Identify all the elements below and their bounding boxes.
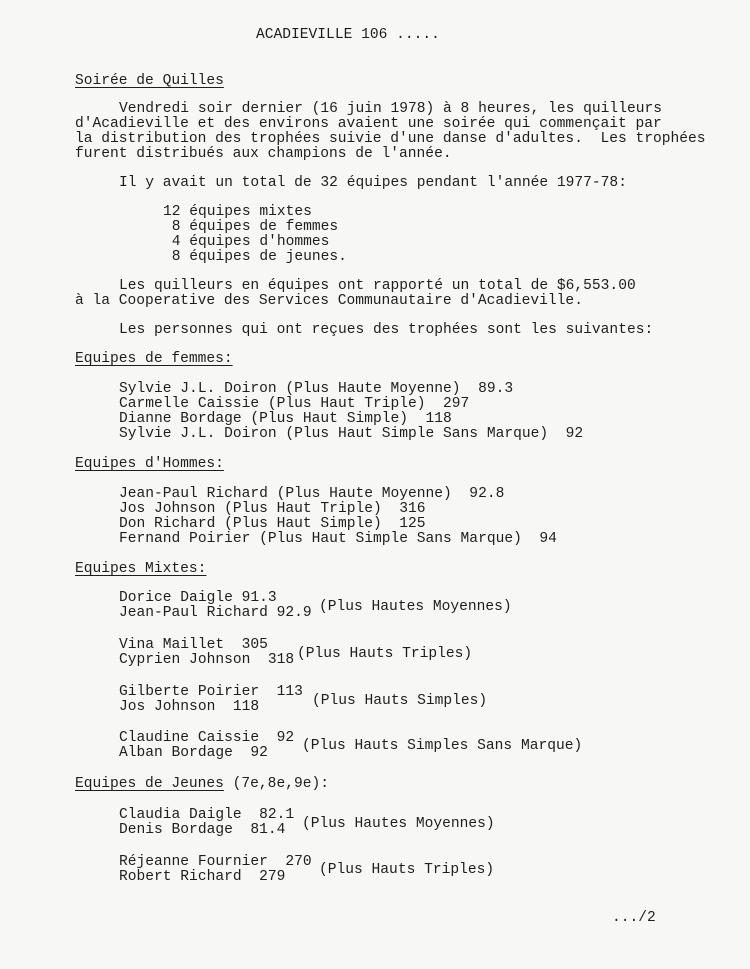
page-header: ACADIEVILLE 106 .....	[256, 27, 440, 43]
youth-label: (Plus Hautes Moyennes)	[302, 816, 495, 832]
award-line: Fernand Poirier (Plus Haut Simple Sans Marque) 94	[119, 531, 557, 547]
mixed-heading: Equipes Mixtes:	[75, 561, 207, 577]
youth-name-a: Claudia Daigle 82.1	[119, 807, 295, 823]
mixed-label: (Plus Hauts Simples)	[312, 693, 488, 709]
youth-name-b: Robert Richard 279	[119, 869, 286, 885]
revenue-line: à la Cooperative des Services Communautaire d'Acadieville.	[75, 293, 583, 309]
mixed-label: (Plus Hauts Triples)	[297, 646, 473, 662]
women-heading: Equipes de femmes:	[75, 351, 233, 367]
page-continuation: .../2	[612, 910, 656, 926]
mixed-name-b: Jean-Paul Richard 92.9	[119, 605, 312, 621]
youth-grades: (7e,8e,9e):	[232, 776, 329, 792]
team-count: 8 équipes de femmes	[163, 219, 339, 235]
award-line: Dianne Bordage (Plus Haut Simple) 118	[119, 411, 452, 427]
intro-line: la distribution des trophées suivie d'une danse d'adultes. Les trophées	[75, 131, 706, 147]
mixed-name-b: Alban Bordage 92	[119, 745, 268, 761]
mixed-name-a: Vina Maillet 305	[119, 637, 268, 653]
mixed-name-a: Gilberte Poirier 113	[119, 684, 303, 700]
mixed-label: (Plus Hautes Moyennes)	[319, 599, 512, 615]
intro-line: furent distribués aux champions de l'année.	[75, 146, 452, 162]
award-line: Sylvie J.L. Doiron (Plus Haute Moyenne) 89.3	[119, 381, 514, 397]
mixed-name-b: Jos Johnson 118	[119, 699, 260, 715]
award-line: Sylvie J.L. Doiron (Plus Haut Simple Sans Marque) 92	[119, 426, 584, 442]
youth-name-a: Réjeanne Fournier 270	[119, 854, 312, 870]
team-count: 4 équipes d'hommes	[163, 234, 330, 250]
mixed-label: (Plus Hauts Simples Sans Marque)	[302, 738, 583, 754]
award-line: Jean-Paul Richard (Plus Haute Moyenne) 92.8	[119, 486, 505, 502]
youth-name-b: Denis Bordage 81.4	[119, 822, 286, 838]
award-line: Carmelle Caissie (Plus Haut Triple) 297	[119, 396, 470, 412]
intro-line: d'Acadieville et des environs avaient une soirée qui commençait par	[75, 116, 662, 132]
mixed-name-a: Dorice Daigle 91.3	[119, 590, 277, 606]
award-line: Jos Johnson (Plus Haut Triple) 316	[119, 501, 426, 517]
recipients-intro: Les personnes qui ont reçues des trophées sont les suivantes:	[119, 322, 654, 338]
youth-label: (Plus Hauts Triples)	[319, 862, 495, 878]
youth-heading: Equipes de Jeunes	[75, 776, 224, 792]
mixed-name-a: Claudine Caissie 92	[119, 730, 295, 746]
teams-total: Il y avait un total de 32 équipes pendant l'année 1977-78:	[119, 175, 627, 191]
mixed-name-b: Cyprien Johnson 318	[119, 652, 295, 668]
intro-line: Vendredi soir dernier (16 juin 1978) à 8 heures, les quilleurs	[119, 101, 662, 117]
youth-heading-row	[75, 777, 329, 792]
section-title: Soirée de Quilles	[75, 73, 224, 89]
award-line: Don Richard (Plus Haut Simple) 125	[119, 516, 426, 532]
team-count: 12 équipes mixtes	[163, 204, 312, 220]
revenue-line: Les quilleurs en équipes ont rapporté un total de $6,553.00	[119, 278, 636, 294]
team-count: 8 équipes de jeunes.	[163, 249, 347, 265]
men-heading: Equipes d'Hommes:	[75, 456, 224, 472]
